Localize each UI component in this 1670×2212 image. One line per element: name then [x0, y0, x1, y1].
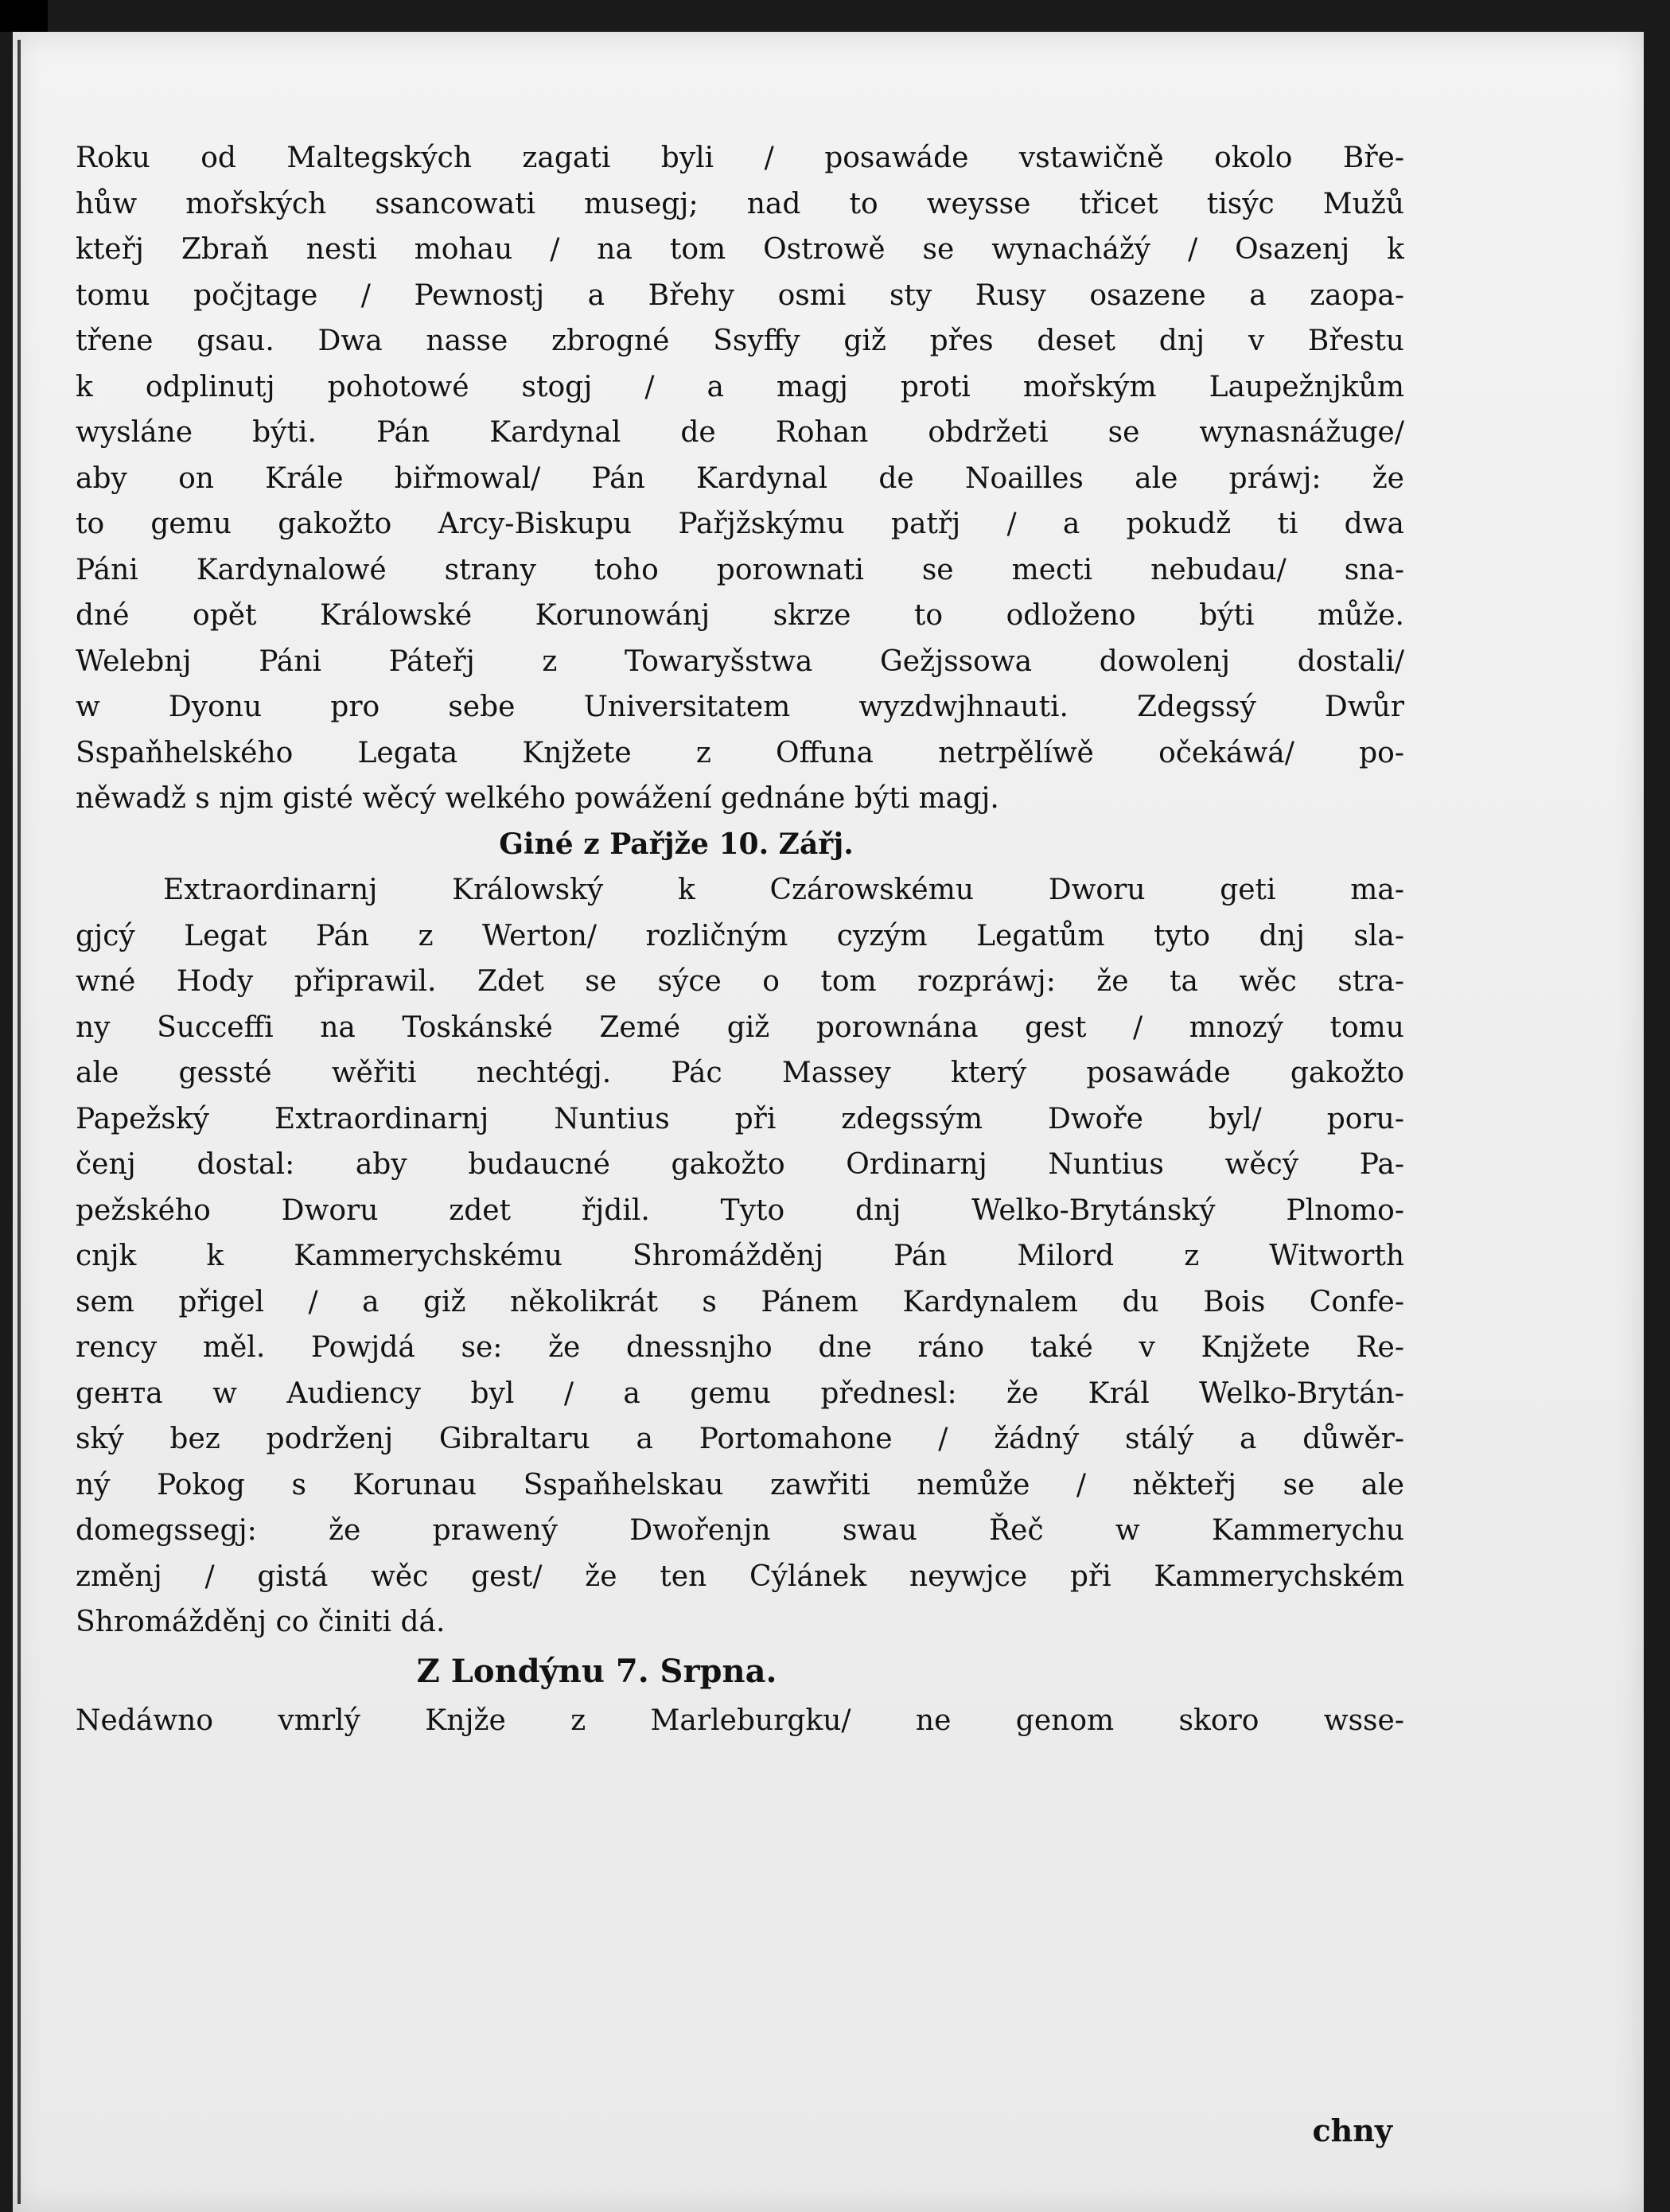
paragraph-2: [76, 867, 1404, 1645]
text-line: w Dyonu pro sebe Universitatem wyzdwjhnauti. Zdegssý Dwůr: [76, 691, 1404, 723]
text-line: cnjk k Kammerychskému Shromážděnj Pán Milord z Witworth: [76, 1240, 1404, 1272]
text-line: ský bez podrženj Gibraltaru a Portomahone / žádný stálý a důwěr-: [76, 1423, 1404, 1455]
text-line: něwadž s njm gisté wěcý welkého powážení gednáne býti magj.: [76, 782, 999, 815]
text-line: sem přigel / a giž několikrát s Pánem Kardynalem du Bois Confe-: [76, 1285, 1404, 1318]
text-line: Sspaňhelského Legata Knjžete z Offuna netrpělíwě očekáwá/ po-: [76, 736, 1404, 769]
scan-edge-shadow: [0, 0, 48, 32]
text-line: hůw mořských ssancowati musegj; nad to weysse třicet tisýc Mužů: [76, 187, 1404, 220]
text-line: Extraordinarnj Králowský k Czárowskému Dworu geti ma-: [163, 874, 1404, 906]
text-line: Páni Kardynalowé strany toho porownati se mecti nebudau/ sna-: [76, 553, 1404, 586]
section-heading-london: Z Londýnu 7. Srpna.: [416, 1652, 777, 1690]
text-line: gjcý Legat Pán z Werton/ rozličným cyzým Legatům tyto dnj sla-: [76, 919, 1404, 952]
text-line: Welebnj Páni Páteřj z Towaryšstwa Gežjssowa dowolenj dostali/: [76, 645, 1404, 678]
text-line: Nedáwno vmrlý Knjže z Marleburgku/ ne genom skoro wsse-: [76, 1704, 1404, 1737]
text-line: čenj dostal: aby budaucné gakožto Ordinarnj Nuntius wěcý Pa-: [76, 1148, 1404, 1181]
text-line: ný Pokog s Korunau Sspaňhelskau zawřiti nemůže / někteřj se ale: [76, 1468, 1404, 1501]
text-line: aby on Krále biřmowal/ Pán Kardynal de Noailles ale práwj: že: [76, 461, 1404, 495]
catchword: chny: [1312, 2113, 1392, 2148]
text-line: ale gessté wěřiti nechtégj. Pác Massey který posawáde gakožto: [76, 1057, 1404, 1089]
text-line: třene gsau. Dwa nasse zbrogné Ssyffy giž přes deset dnj v Břestu: [76, 325, 1404, 357]
text-line: Papežský Extraordinarnj Nuntius při zdegssým Dwořе byl/ poru-: [76, 1102, 1404, 1135]
text-line: k odplinutj pohotowé stogj / a magj proti mořským Laupežnjkům: [76, 370, 1404, 403]
text-line: gента w Audiency byl / a gemu přednesl: že Král Welko-Brytán-: [76, 1377, 1404, 1410]
text-line: wyslánе býti. Pán Kardynal de Rohan obdržeti se wynasnážuge/: [76, 416, 1404, 449]
text-line: rency měl. Powjdá se: že dnessnjho dne ráno také v Knjžete Re-: [76, 1331, 1404, 1364]
section-heading-paris: Giné z Pařjže 10. Zářj.: [499, 827, 854, 861]
text-line: Roku od Maltegských zagati byli / posawáde vstawičně okolo Bře-: [76, 142, 1404, 174]
paragraph-3: [76, 1698, 1404, 1744]
paragraph-1: [76, 135, 1404, 822]
text-line: domegssegj: že prawený Dwořenjn swau Řeč w Kammerychu: [76, 1514, 1404, 1547]
text-line: to gemu gakožto Arcy-Biskupu Pařjžskýmu patřj / a pokudž ti dwa: [76, 508, 1404, 540]
text-line: dné opět Králowské Korunowánj skrze to odloženo býti může.: [76, 599, 1404, 632]
document-text: [76, 135, 1404, 1743]
text-line: tomu počjtage / Pewnostj a Břehy osmi sty Rusy osazene a zaopa-: [76, 278, 1404, 312]
text-line: ny Succeffi na Toskánské Zemé giž porownána gest / mnozý tomu: [76, 1011, 1404, 1044]
text-line: Shromážděnj co činiti dá.: [76, 1606, 446, 1638]
text-line: pežského Dworu zdet řjdil. Tyto dnj Welko-Brytánský Plnomo-: [76, 1194, 1404, 1227]
page-gutter-line: [18, 40, 21, 2204]
text-line: kteřj Zbraň nesti mohau / na tom Ostrowě se wynachážý / Osazenj k: [76, 233, 1404, 266]
text-line: wné Hody připrawil. Zdet se sýce o tom rozpráwj: že ta wěc stra-: [76, 965, 1404, 998]
text-line: změnj / gistá wěc gest/ že ten Cýlánek neywjce při Kammerychském: [76, 1560, 1404, 1593]
